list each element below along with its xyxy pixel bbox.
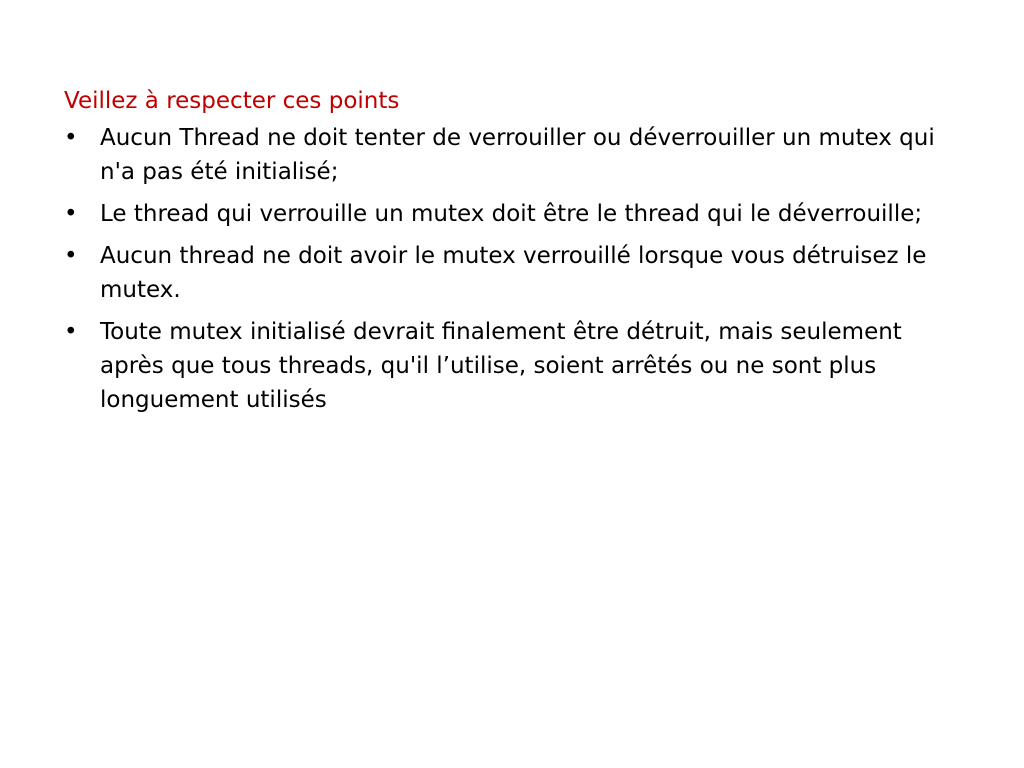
bullet-dot-icon: •: [64, 125, 78, 151]
bullet-item-1: [64, 121, 964, 189]
bullet-dot-icon: •: [64, 201, 78, 227]
bullet-text: Toute mutex initialisé devrait finalement être détruit, mais seulement après que tous threads, qu'il l’utilise, soient arrêtés ou ne sont plus longuement utilisés: [100, 319, 902, 413]
bullet-item-2: [64, 197, 964, 231]
bullet-item-4: [64, 315, 964, 417]
bullet-dot-icon: •: [64, 319, 78, 345]
bullet-dot-icon: •: [64, 243, 78, 269]
bullet-list: [64, 121, 964, 417]
bullet-text: Aucun Thread ne doit tenter de verrouiller ou déverrouiller un mutex qui n'a pas été initialisé;: [100, 125, 935, 185]
slide-heading: Veillez à respecter ces points: [64, 88, 400, 114]
bullet-item-3: [64, 239, 964, 307]
bullet-text: Aucun thread ne doit avoir le mutex verrouillé lorsque vous détruisez le mutex.: [100, 243, 927, 303]
bullet-text: Le thread qui verrouille un mutex doit être le thread qui le déverrouille;: [100, 201, 923, 227]
